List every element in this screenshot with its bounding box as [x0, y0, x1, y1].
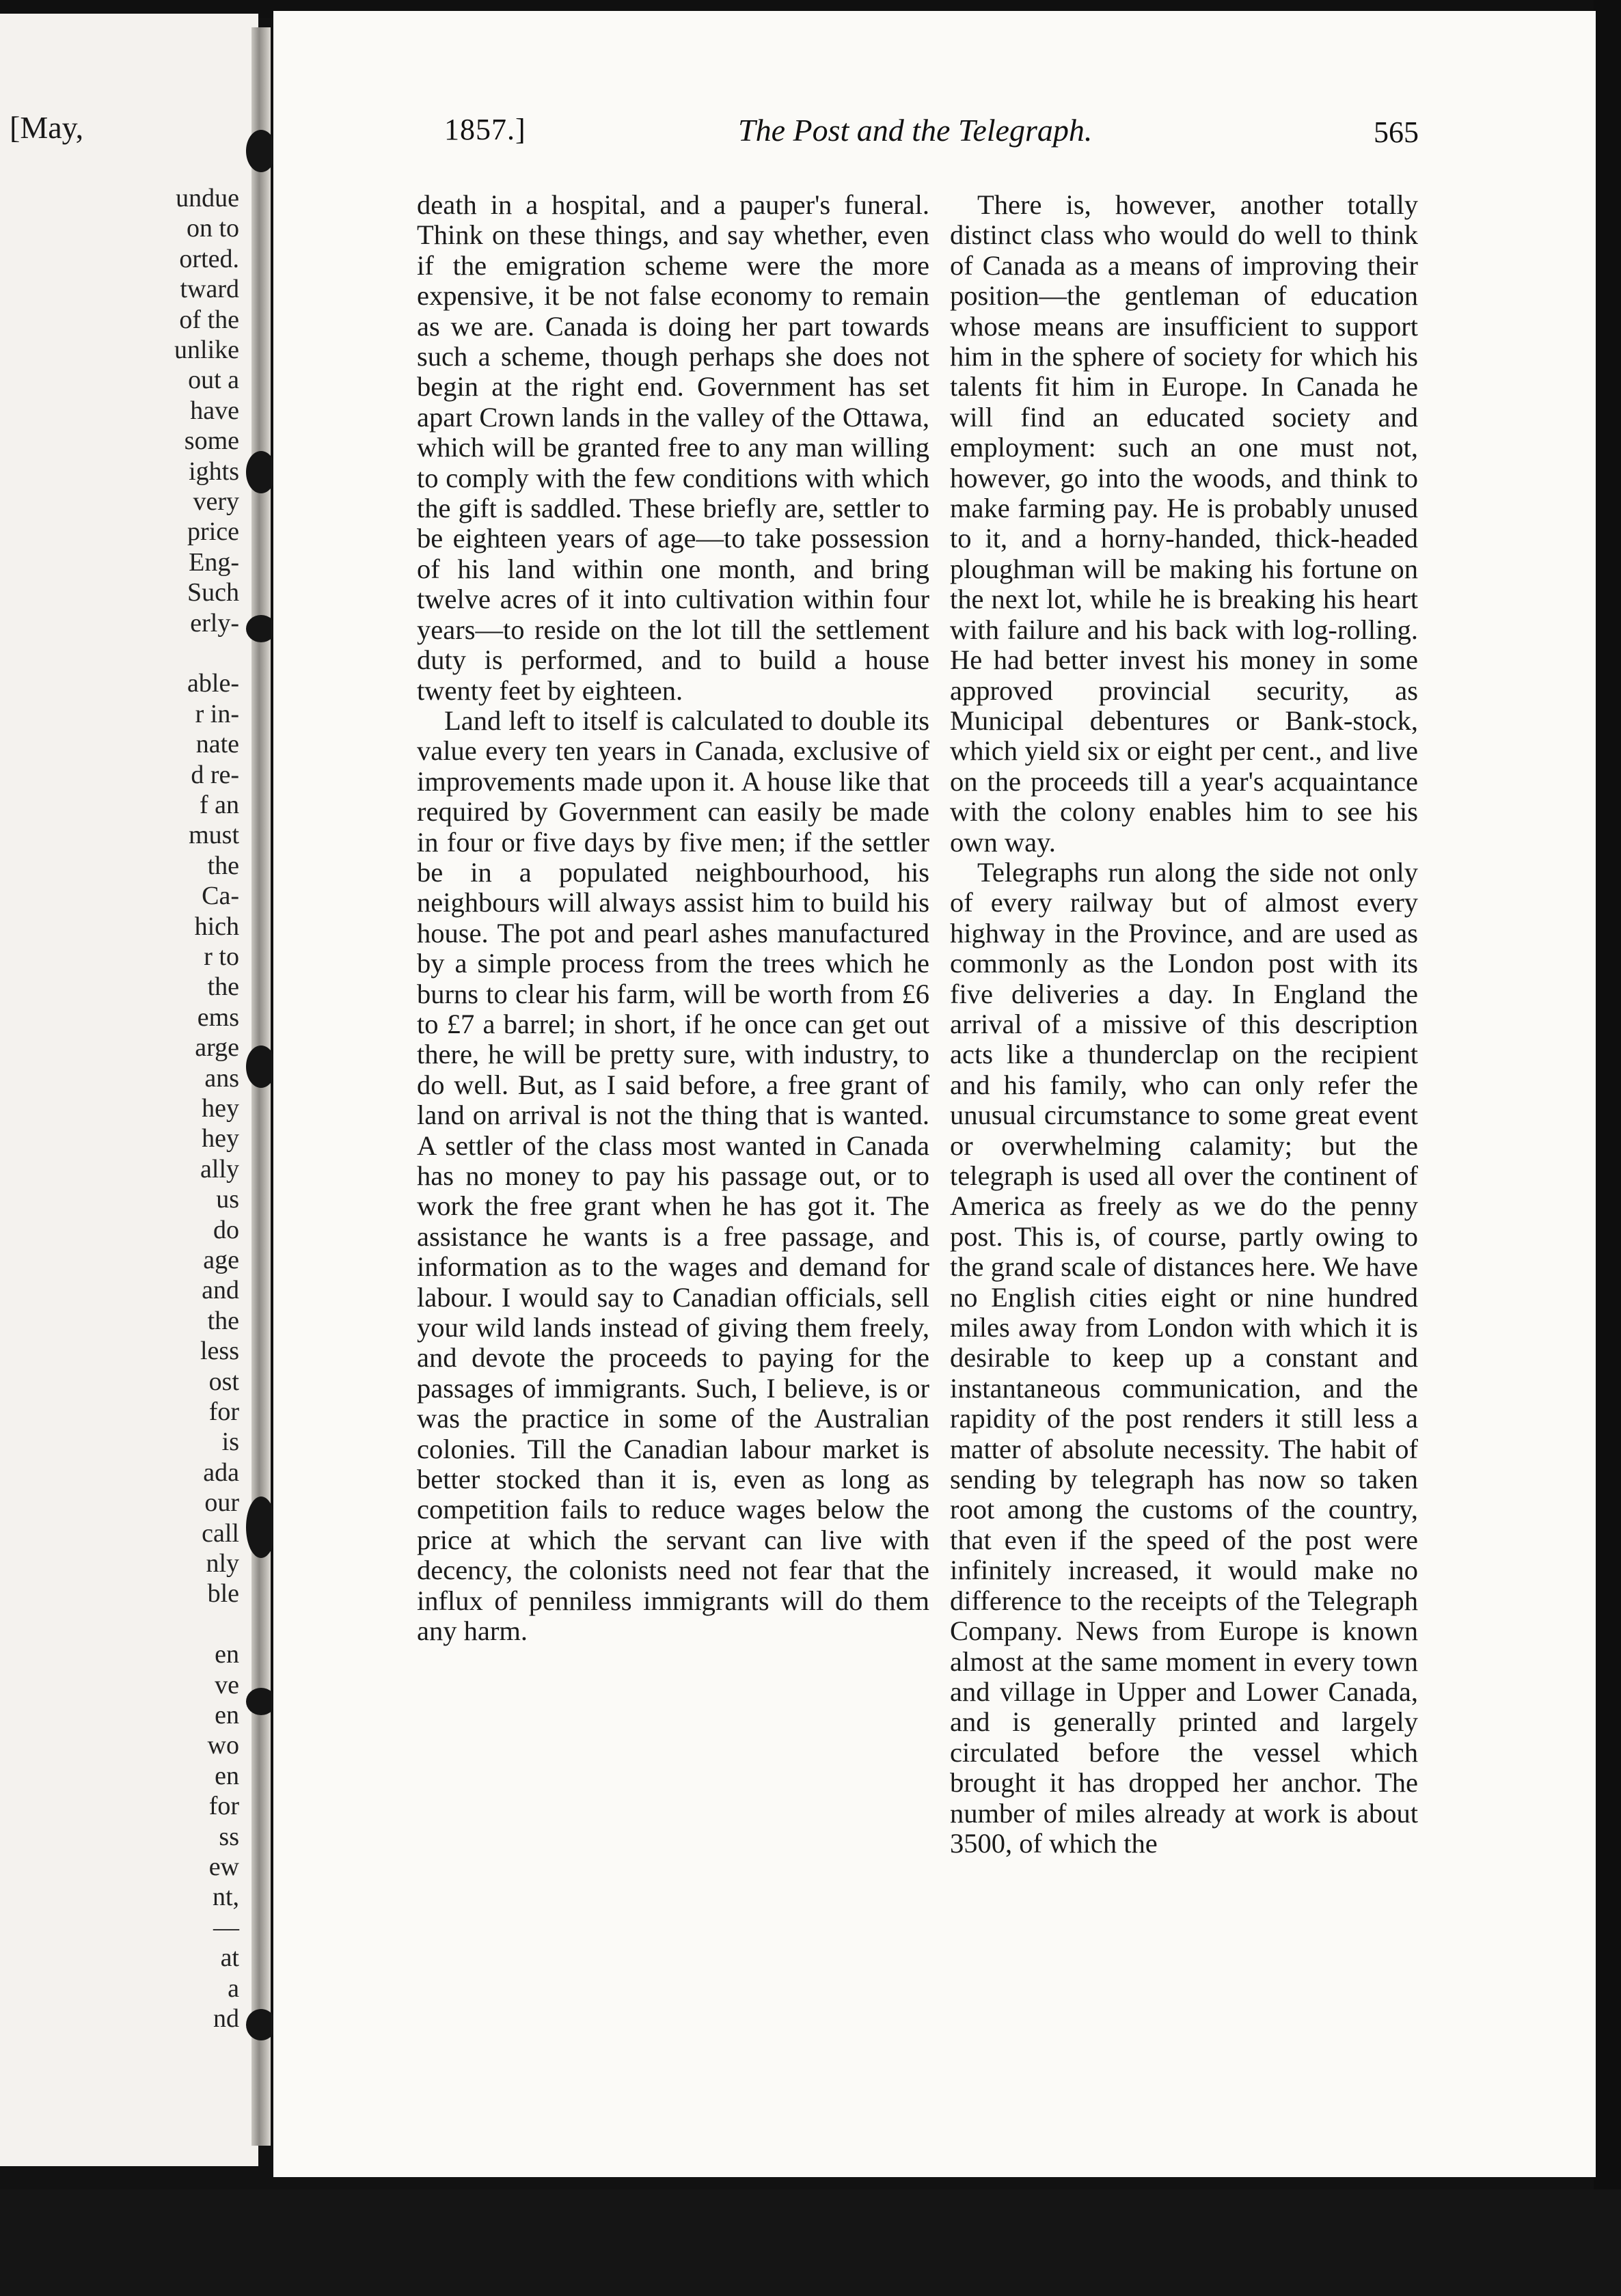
- paragraph: Land left to itself is calculated to double its value every ten years in Canada, exclusive of improvements made upon it. A house like that required by Government can easily be made in four or five days by five men; if the settler be in a populated neighbourhood, his neighbours will always assist him to build his house. The pot and pearl ashes manufactured by a simple process from the trees which he burns to clear his farm, will be worth from £6 to £7 a barrel; in short, if he once can get out there, he will be pretty sure, with industry, to do well. But, as I said before, a free grant of land on arrival is not the thing that is wanted. A settler of the class most wanted in Canada has no money to pay his passage out, or to work the free grant when he has got it. The assistance he wants is a free passage, and information as to the wages and demand for labour. I would say to Canadian officials, sell your wild lands instead of giving them freely, and devote the proceeds to paying for the passages of immigrants. Such, I believe, is or was the practice in some of the Australian colonies. Till the Canadian labour market is better stocked than it is, even as long as competition fails to reduce wages below the price at which the servant can live with decency, the colonists need not fear that the influx of penniless immigrants will do them any harm.: [417, 705, 929, 1647]
- binding-stitch: [246, 615, 276, 642]
- facing-page-line-fragment: on to: [186, 214, 239, 243]
- facing-page-line-fragment: hich: [194, 912, 239, 941]
- facing-page-line-fragment: —: [213, 1913, 239, 1942]
- facing-page-line-fragment: en: [215, 1640, 239, 1669]
- facing-page-line-fragment: age: [203, 1246, 239, 1274]
- facing-page-line-fragment: f an: [199, 791, 239, 819]
- facing-page-line-fragment: must: [189, 821, 239, 850]
- facing-page-header: [May,: [10, 110, 84, 145]
- facing-page-line-fragment: tward: [180, 275, 239, 304]
- facing-page-left: [0, 14, 258, 2166]
- facing-page-line-fragment: d re-: [191, 760, 239, 789]
- facing-page-line-fragment: ble: [207, 1579, 239, 1609]
- facing-page-line-fragment: wo: [207, 1731, 239, 1760]
- binding-stitch: [246, 1496, 276, 1558]
- facing-page-line-fragment: some: [184, 426, 239, 456]
- facing-page-line-fragment: r to: [204, 942, 239, 971]
- facing-page-line-fragment: the: [207, 1306, 239, 1335]
- facing-page-line-fragment: Such: [187, 578, 239, 607]
- running-head-title: The Post and the Telegraph.: [738, 113, 1093, 148]
- binding-stitch: [246, 1688, 276, 1715]
- facing-page-line-fragment: en: [215, 1761, 239, 1790]
- facing-page-line-fragment: nly: [206, 1549, 239, 1578]
- facing-page-line-fragment: less: [200, 1337, 239, 1366]
- facing-page-line-fragment: Eng-: [189, 547, 239, 577]
- facing-page-line-fragment: and: [202, 1276, 239, 1305]
- facing-page-line-fragment: our: [204, 1488, 239, 1518]
- facing-page-line-fragment: arge: [195, 1033, 239, 1063]
- facing-page-line-fragment: r in-: [195, 699, 239, 728]
- facing-page-line-fragment: call: [202, 1518, 239, 1548]
- facing-page-line-fragment: ans: [204, 1063, 239, 1093]
- facing-page-line-fragment: is: [221, 1427, 239, 1457]
- facing-page-line-fragment: hey: [202, 1124, 239, 1153]
- binding-stitch: [246, 2009, 276, 2040]
- facing-page-line-fragment: ew: [208, 1853, 239, 1881]
- facing-page-line-fragment: ss: [219, 1822, 239, 1851]
- facing-page-line-fragment: do: [213, 1215, 239, 1244]
- text-column-left: [417, 190, 929, 1647]
- facing-page-line-fragment: ost: [208, 1367, 239, 1396]
- facing-page-line-fragment: for: [208, 1397, 239, 1426]
- facing-page-line-fragment: ally: [200, 1154, 239, 1184]
- facing-page-line-fragment: price: [187, 517, 239, 547]
- facing-page-line-fragment: able-: [187, 669, 239, 698]
- facing-page-line-fragment: Ca-: [202, 882, 239, 911]
- binding-stitch: [246, 1046, 276, 1088]
- facing-page-line-fragment: erly-: [190, 608, 239, 638]
- facing-page-line-fragment: the: [207, 851, 239, 880]
- facing-page-line-fragment: of the: [179, 305, 239, 334]
- facing-page-line-fragment: ems: [197, 1002, 239, 1032]
- facing-page-line-fragment: hey: [202, 1094, 239, 1123]
- facing-page-line-fragment: at: [220, 1943, 239, 1973]
- facing-page-line-fragment: ights: [189, 456, 239, 486]
- facing-page-line-fragment: have: [190, 396, 239, 425]
- binding-stitch: [246, 130, 276, 172]
- text-column-right: [950, 190, 1418, 1859]
- facing-page-line-fragment: undue: [176, 184, 239, 213]
- facing-page-line-fragment: a: [228, 1973, 239, 2003]
- facing-page-line-fragment: the: [207, 972, 239, 1002]
- facing-page-line-fragment: nt,: [212, 1883, 239, 1912]
- facing-page-line-fragment: us: [216, 1185, 239, 1214]
- facing-page-line-fragment: for: [208, 1792, 239, 1821]
- facing-page-line-fragment: nd: [213, 2004, 239, 2033]
- paragraph: There is, however, another totally distinct class who would do well to think of Canada as a means of improving their position—the gentleman of education whose means are insufficient to support him in the sphere of society for which his talents fit him in Europe. In Canada he will find an educated society and employment: such an one must not, however, go into the woods, and think to make farming pay. He is probably unused to it, and a horny-handed, thick-headed ploughman will be making his fortune on the next lot, while he is breaking his heart with failure and his back with log-rolling. He had better invest his money in some approved provincial security, as Municipal debentures or Bank-stock, which yield six or eight per cent., and live on the proceeds till a year's acquaintance with the colony enables him to see his own way.: [950, 189, 1418, 858]
- paragraph: Telegraphs run along the side not only of every railway but of almost every highway in the Province, and are used as commonly as the London post with its five deliveries a day. In England the arrival of a missive of this description acts like a thunderclap on the recipient and his family, who can only refer the unusual circumstance to some great event or overwhelming calamity; but the telegraph is used all over the continent of America as freely as we do the penny post. This is, of course, partly owing to the grand scale of distances here. We have no English cities eight or nine hundred miles away from London with which it is desirable to keep up a constant and instantaneous communication, and the rapidity of the post renders it still less a matter of absolute necessity. The habit of sending by telegraph has now so taken root among the customs of the country, that even if the speed of the post were infinitely increased, it would make no difference to the receipts of the Telegraph Company. News from Europe is known almost at the same moment in every town and village in Upper and Lower Canada, and is generally printed and largely circulated before the vessel which brought it has dropped her anchor. The number of miles already at work is about 3500, of which the: [950, 856, 1418, 1859]
- facing-page-line-fragment: out a: [188, 366, 239, 395]
- binding-stitch: [246, 451, 276, 493]
- facing-page-line-fragment: ada: [203, 1458, 239, 1487]
- facing-page-line-fragment: unlike: [174, 336, 239, 364]
- book-page: [273, 11, 1596, 2177]
- scan-border-right: [1594, 0, 1621, 2296]
- facing-page-line-fragment: very: [193, 487, 239, 516]
- page-number: 565: [1374, 115, 1419, 149]
- paragraph: death in a hospital, and a pauper's funeral. Think on these things, and say whether, even if the emigration scheme were the more expensive, it be not false economy to remain as we are. Canada is doing her part towards such a scheme, though perhaps she does not begin at the right end. Government has set apart Crown lands in the valley of the Ottawa, which will be granted free to any man willing to comply with the few conditions with which the gift is saddled. These briefly are, settler to be eighteen years of age—to take possession of his land within one month, and bring twelve acres of it into cultivation within four years—to reside on the lot till the settlement duty is performed, and to build a house twenty feet by eighteen.: [417, 189, 929, 706]
- facing-page-line-fragment: nate: [195, 730, 239, 759]
- facing-page-line-fragment: ve: [215, 1670, 239, 1699]
- scan-border-bottom: [0, 2189, 1621, 2296]
- facing-page-line-fragment: orted.: [179, 244, 239, 273]
- facing-page-line-fragment: en: [215, 1701, 239, 1730]
- running-head-year: 1857.]: [444, 113, 526, 146]
